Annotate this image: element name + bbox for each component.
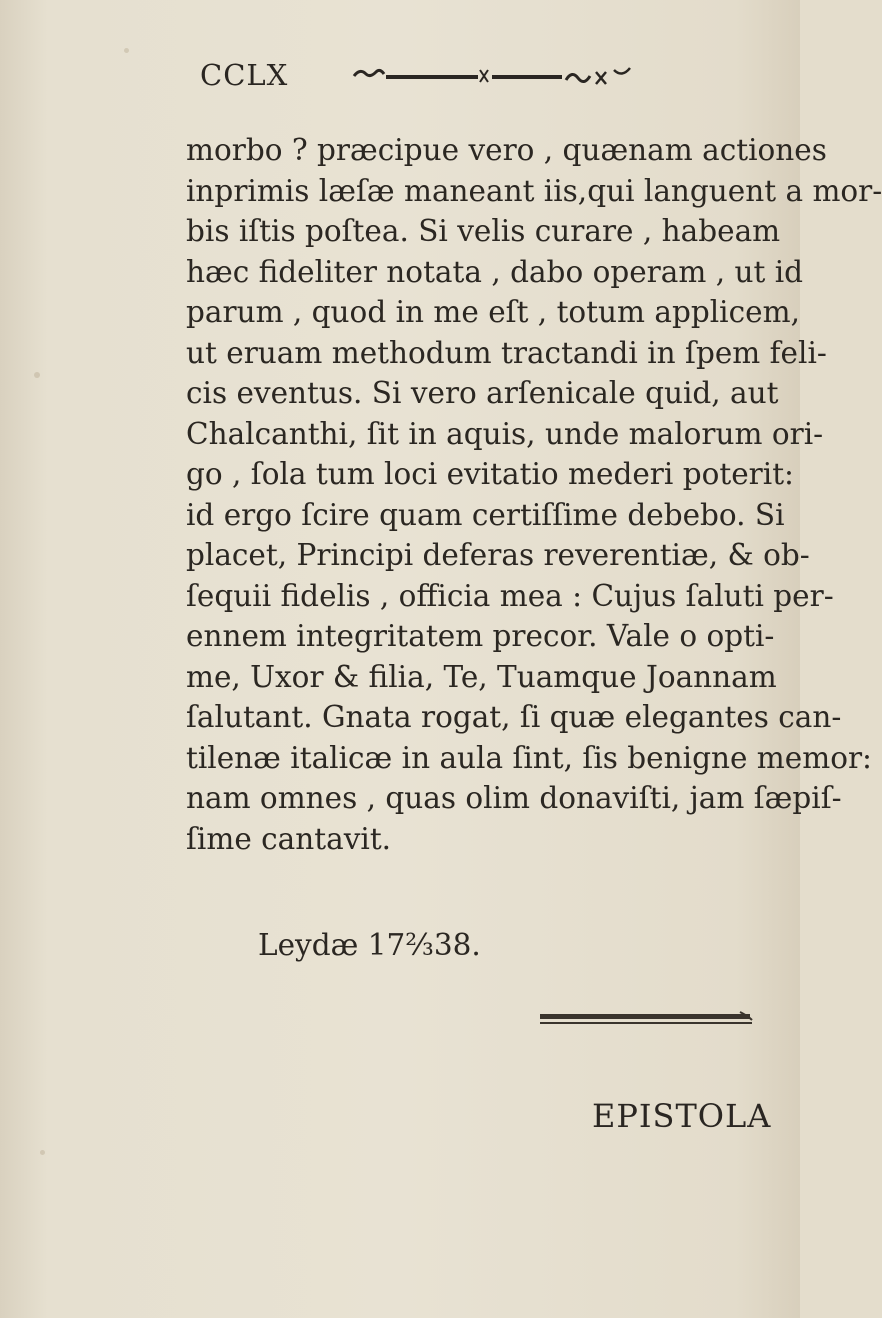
text-line: bis iſtis poſtea. Si velis curare , habeam xyxy=(186,214,781,248)
text-line: placet, Principi deferas reverentiæ, & ob- xyxy=(186,538,810,572)
text-line: ſime cantavit. xyxy=(186,821,392,856)
page-number: CCLX xyxy=(200,58,289,92)
text-line: inprimis læſæ maneant iis,qui languent a mor- xyxy=(186,173,882,208)
closing-rule-ornament-icon xyxy=(540,1012,755,1026)
header-ornament-icon xyxy=(352,66,644,88)
catchword: EPISTOLA xyxy=(592,1097,772,1135)
paper-spot xyxy=(124,48,129,53)
text-line: ut eruam methodum tractandi in ſpem feli- xyxy=(186,335,827,370)
text-line: me, Uxor & filia, Te, Tuamque Joannam xyxy=(186,659,777,694)
text-line: ſalutant. Gnata rogat, ſi quæ elegantes can- xyxy=(186,700,842,734)
text-line: Chalcanthi, ſit in aquis, unde malorum ori- xyxy=(186,416,824,451)
text-line: go , ſola tum loci evitatio mederi poterit: xyxy=(186,457,794,491)
running-header xyxy=(200,58,640,98)
letter-body xyxy=(186,130,882,859)
text-line: tilenæ italicæ in aula ſint, ſis benigne memor: xyxy=(186,740,872,775)
paper-spot xyxy=(40,1150,45,1155)
dateline: Leydæ 17⅔38. xyxy=(258,928,481,962)
text-line: ennem integritatem precor. Vale o opti- xyxy=(186,619,775,653)
paper-spot xyxy=(34,372,40,378)
text-line: id ergo ſcire quam certiſſime debebo. Si xyxy=(186,497,785,532)
text-line: parum , quod in me eſt , totum applicem, xyxy=(186,295,800,329)
text-line: ſequii fidelis , officia mea : Cujus ſaluti per- xyxy=(186,578,834,613)
text-line: morbo ? præcipue vero , quænam actiones xyxy=(186,133,827,167)
text-line: cis eventus. Si vero arſenicale quid, aut xyxy=(186,376,779,410)
text-line: hæc fideliter notata , dabo operam , ut id xyxy=(186,254,804,289)
text-line: nam omnes , quas olim donaviſti, jam ſæpiſ- xyxy=(186,781,842,815)
